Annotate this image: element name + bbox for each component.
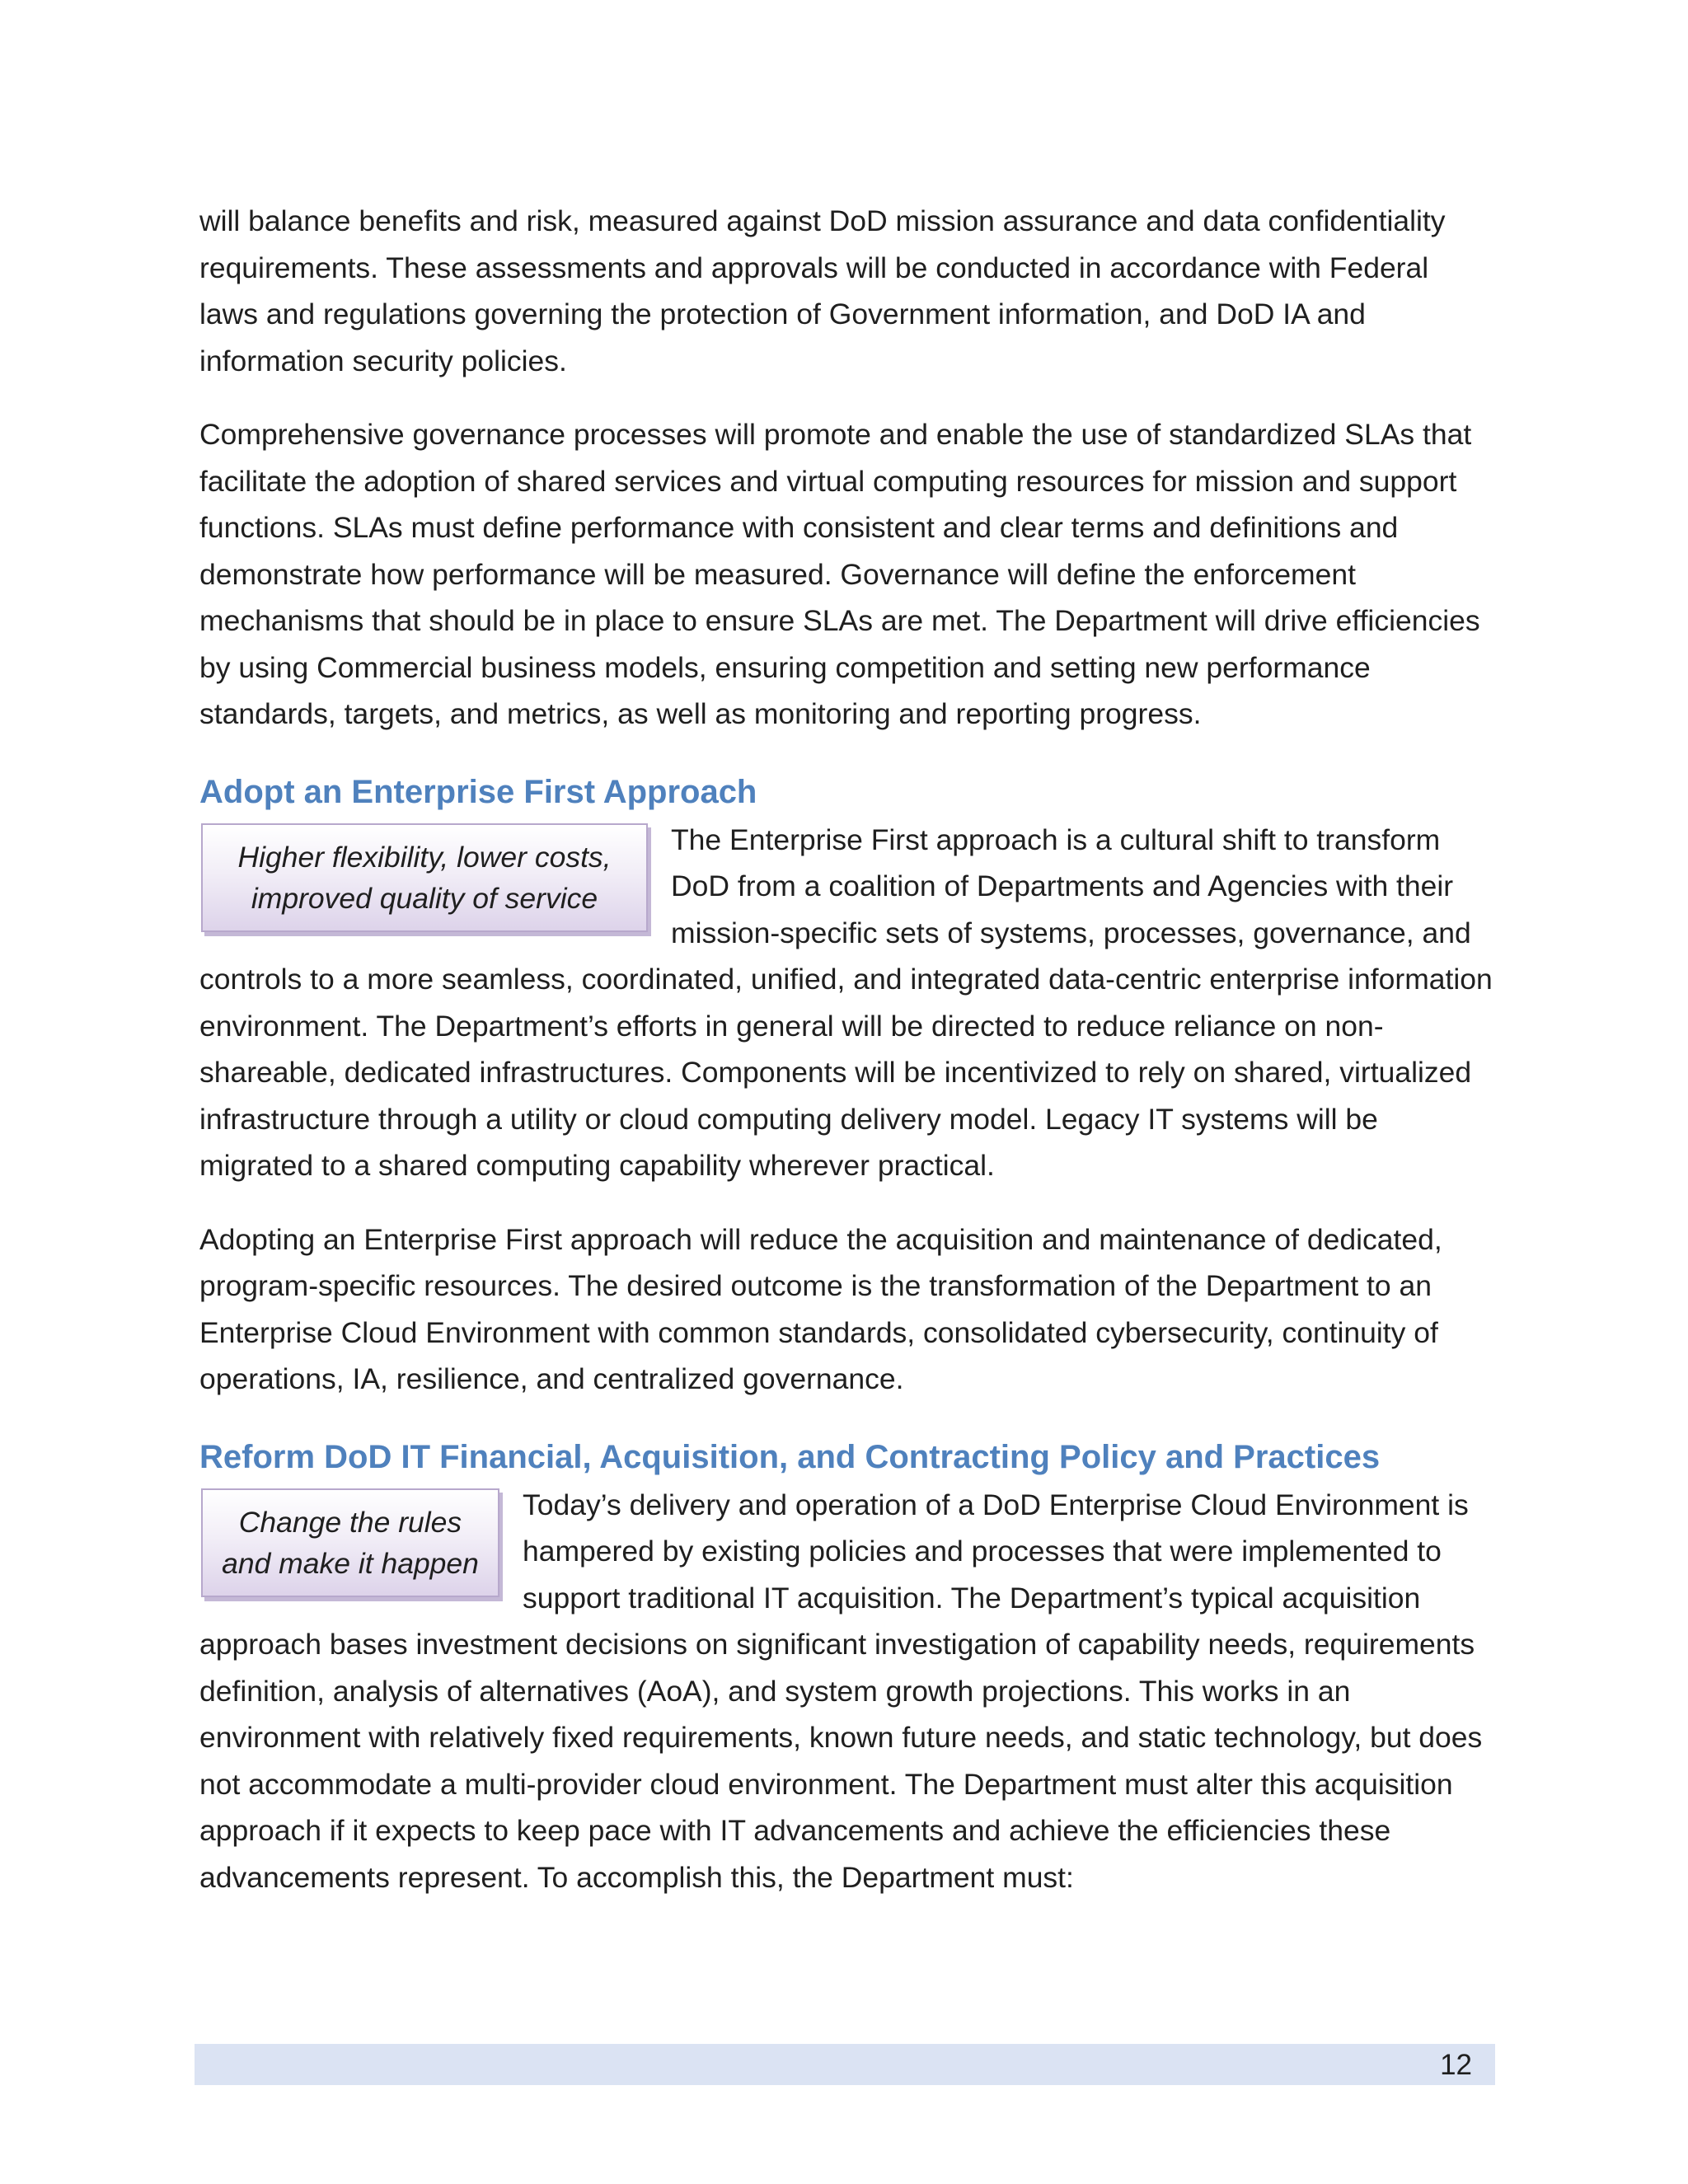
section-heading-reform-policy: Reform DoD IT Financial, Acquisition, and Contracting Policy and Practices: [199, 1438, 1381, 1475]
page-number: 12: [1440, 2049, 1472, 2081]
paragraph-enterprise-first-2: Adopting an Enterprise First approach will reduce the acquisition and maintenance of dedicated, program-specific resources. The desired outcome is the transformation of the Department to an Enterprise Cloud Environment with common standards, consolidated cybersecurity, continuity of operations, IA, resilience, and centralized governance.: [199, 1222, 1442, 1395]
paragraph-intro: will balance benefits and risk, measured against DoD mission assurance and data confidentiality requirements. These assessments and approvals will be conducted in accordance with Federal laws and regulations governing the protection of Government information, and DoD IA and information security policies.: [199, 204, 1446, 377]
callout-box-change-rules: Change the rules and make it happen: [201, 1488, 499, 1597]
paragraph-governance: Comprehensive governance processes will promote and enable the use of standardized SLAs that facilitate the adoption of shared services and virtual computing resources for mission and support functions. SLAs must define performance with consistent and clear terms and definitions and demonstrate how performance will be measured. Governance will define the enforcement mechanisms that should be in place to ensure SLAs are met. The Department will drive efficiencies by using Commercial business models, ensuring competition and setting new performance standards, targets, and metrics, as well as monitoring and reporting progress.: [199, 418, 1480, 730]
callout-box-enterprise-first: Higher flexibility, lower costs, improved quality of service: [201, 823, 648, 932]
paragraph-reform-policy-1: Today’s delivery and operation of a DoD Enterprise Cloud Environment is hampered by existing policies and processes that were implemented to support traditional IT acquisition. The Department’s typical acquisition approach bases investment decisions on significant investigation of capability needs, requirements definition, analysis of alternatives (AoA), and system growth projections. This works in an environment with relatively fixed requirements, known future needs, and static technology, but does not accommodate a multi-provider cloud environment. The Department must alter this acquisition approach if it expects to keep pace with IT advancements and achieve the efficiencies these advancements represent. To accomplish this, the Department must:: [199, 1488, 1483, 1894]
section-heading-enterprise-first: Adopt an Enterprise First Approach: [199, 773, 757, 810]
paragraph-enterprise-first-1: The Enterprise First approach is a cultural shift to transform DoD from a coalition of Departments and Agencies with their mission-specific sets of systems, processes, governance, and controls to a more seamless, coordinated, unified, and integrated data-centric enterprise information environment. The Department’s efforts in general will be directed to reduce reliance on non-shareable, dedicated infrastructures. Components will be incentivized to rely on shared, virtualized infrastructure through a utility or cloud computing delivery model. Legacy IT systems will be migrated to a shared computing capability wherever practical.: [199, 823, 1493, 1182]
page-body: [199, 198, 1495, 1928]
footer-bar: [195, 2044, 1495, 2085]
